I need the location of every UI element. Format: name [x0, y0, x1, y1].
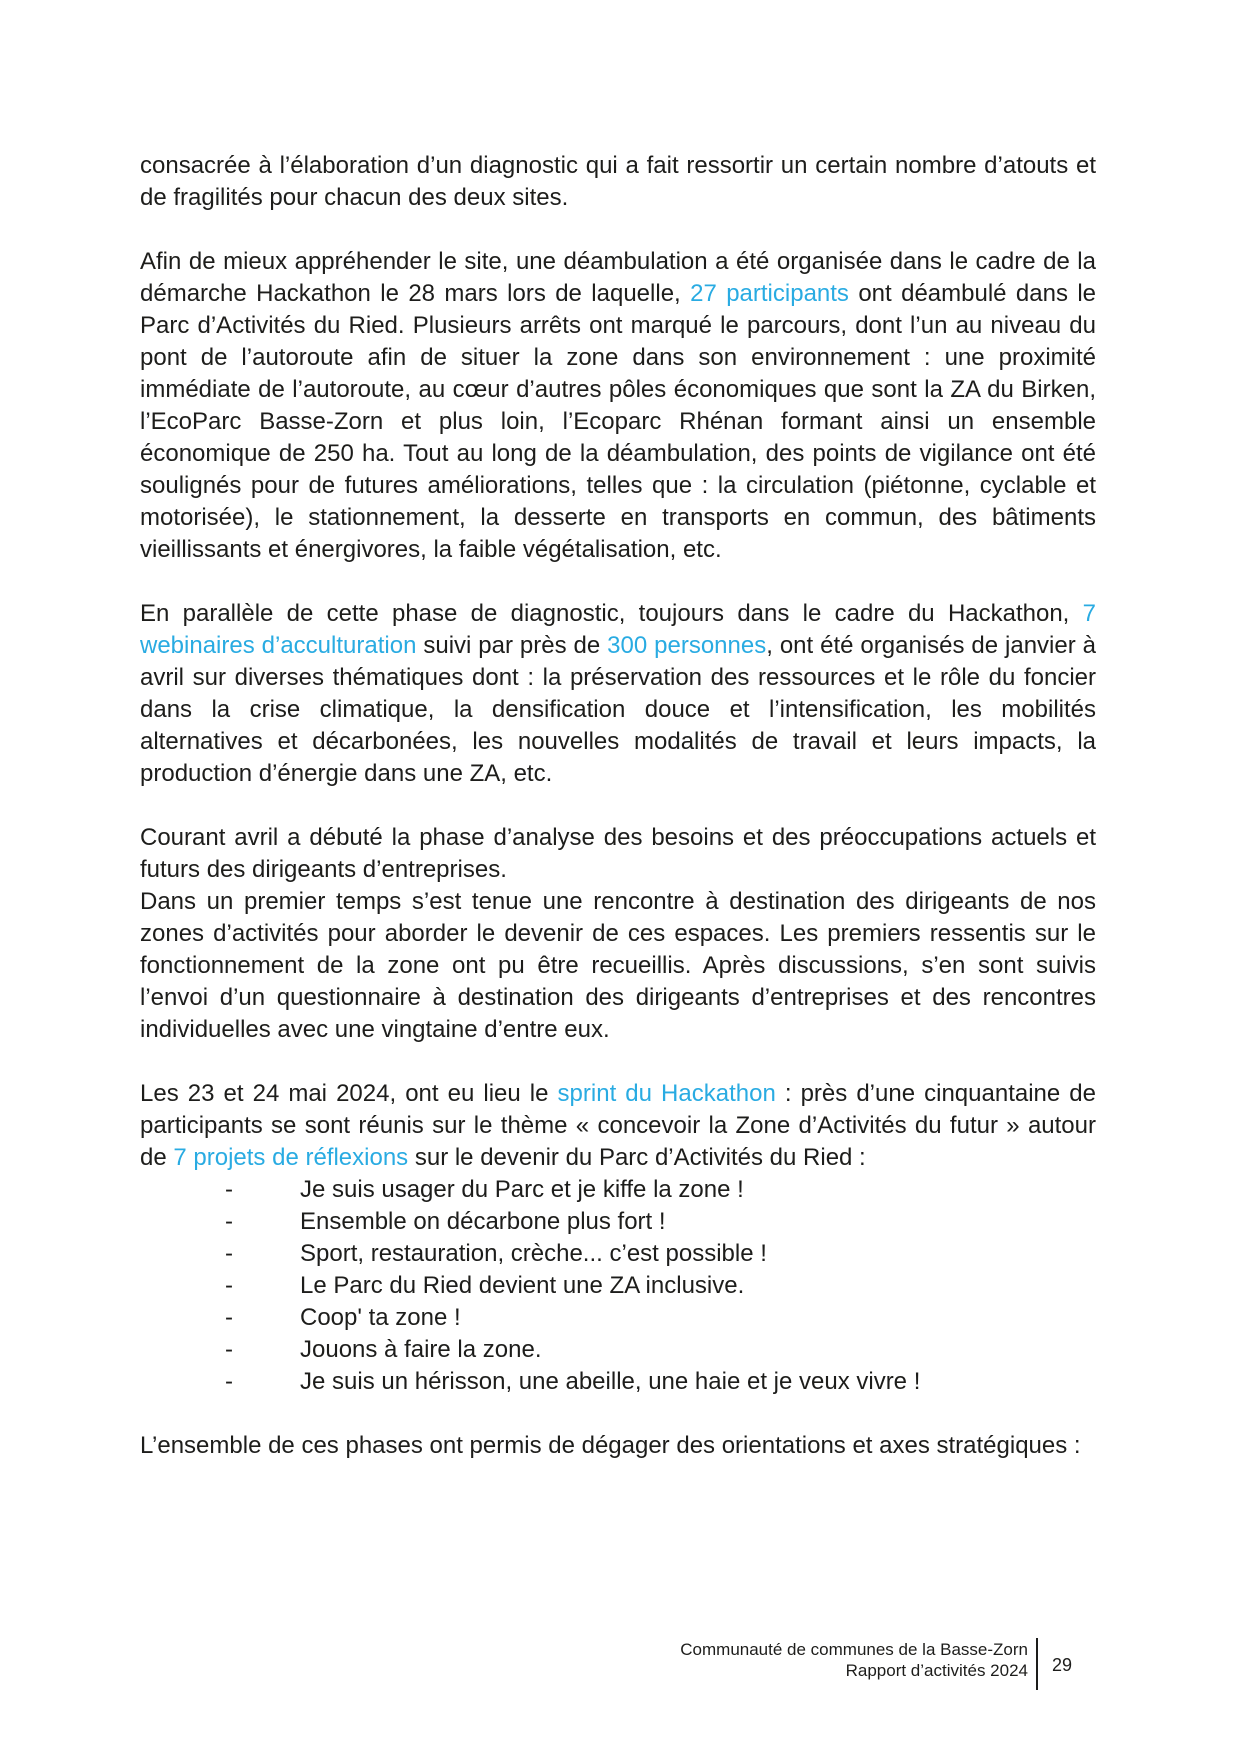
paragraph-analyse-besoins [140, 822, 1096, 886]
body-text: En parallèle de cette phase de diagnostic, toujours dans le cadre du Hackathon, [140, 600, 1083, 627]
bullet-dash: - [225, 1208, 233, 1235]
page-number: 29 [1052, 1655, 1073, 1675]
paragraph-conclusion [140, 1430, 1096, 1462]
bullet-dash: - [225, 1240, 233, 1267]
list-item [140, 1270, 1096, 1302]
footer-organization: Communauté de communes de la Basse-Zorn [680, 1640, 1028, 1659]
body-text: : près d’une cinquantaine de participants se sont réunis sur le thème « concevoir la Zone d’Activités du futur » autour de [140, 1080, 1096, 1171]
highlight-sprint-hackathon: sprint du Hackathon [557, 1080, 776, 1107]
body-text: L’ensemble de ces phases ont permis de dégager des orientations et axes stratégiques : [140, 1432, 1081, 1459]
body-text: Courant avril a débuté la phase d’analyse des besoins et des préoccupations actuels et futurs des dirigeants d’entreprises. [140, 824, 1096, 883]
list-item-text: Jouons à faire la zone. [300, 1336, 542, 1363]
body-text: sur le devenir du Parc d’Activités du Ried : [408, 1144, 866, 1171]
list-item [140, 1302, 1096, 1334]
body-text: Afin de mieux appréhender le site, une déambulation a été organisée dans le cadre de la démarche Hackathon le 28 mars lors de laquelle, [140, 248, 1096, 307]
highlight-300-personnes: 300 personnes [607, 632, 767, 659]
paragraph-deambulation [140, 246, 1096, 566]
body-text: , ont été organisés de janvier à avril sur diverses thématiques dont : la préservation des ressources et le rôle du foncier dans la crise climatique, la densification douce et l’intensification, les mobilités alternatives et décarbonées, les nouvelles modalités de travail et leurs impacts, la production d’énergie dans une ZA, etc. [140, 632, 1096, 787]
list-item-text: Je suis un hérisson, une abeille, une haie et je veux vivre ! [300, 1368, 921, 1395]
footer-report-title: Rapport d’activités 2024 [845, 1661, 1028, 1680]
document-body [140, 0, 1096, 1494]
body-text: consacrée à l’élaboration d’un diagnostic qui a fait ressortir un certain nombre d’atouts et de fragilités pour chacun des deux sites. [140, 152, 1096, 211]
highlight-7-projets: 7 projets de réflexions [173, 1144, 409, 1171]
paragraph-diagnostic-intro [140, 150, 1096, 214]
list-item-text: Sport, restauration, crèche... c’est possible ! [300, 1240, 767, 1267]
list-item-text: Ensemble on décarbone plus fort ! [300, 1208, 666, 1235]
list-item [140, 1334, 1096, 1366]
list-item [140, 1206, 1096, 1238]
paragraph-sprint-hackathon [140, 1078, 1096, 1174]
body-text: Les 23 et 24 mai 2024, ont eu lieu le [140, 1080, 558, 1107]
page-footer [680, 1639, 1028, 1681]
paragraph-rencontre-dirigeants [140, 886, 1096, 1046]
list-item [140, 1174, 1096, 1206]
list-item-text: Coop' ta zone ! [300, 1304, 461, 1331]
highlight-7-webinaires: 7 webinaires d’acculturation [140, 600, 1096, 659]
bullet-dash: - [225, 1368, 233, 1395]
footer-divider [1036, 1638, 1038, 1690]
bullet-dash: - [225, 1176, 233, 1203]
body-text: ont déambulé dans le Parc d’Activités du Ried. Plusieurs arrêts ont marqué le parcours, dont l’un au niveau du pont de l’autoroute afin de situer la zone dans son environnement : une proximité immédiate de l’autoroute, au cœur d’autres pôles économiques que sont la ZA du Birken, l’EcoParc Basse-Zorn et plus loin, l’Ecoparc Rhénan formant ainsi un ensemble économique de 250 ha. Tout au long de la déambulation, des points de vigilance ont été soulignés pour de futures améliorations, telles que : la circulation (piétonne, cyclable et motorisée), le stationnement, la desserte en transports en commun, des bâtiments vieillissants et énergivores, la faible végétalisation, etc. [140, 280, 1097, 563]
list-item [140, 1238, 1096, 1270]
projects-list [140, 1174, 1096, 1398]
list-item [140, 1366, 1096, 1398]
highlight-27-participants: 27 participants [690, 280, 849, 307]
paragraph-webinaires [140, 598, 1096, 790]
list-item-text: Le Parc du Ried devient une ZA inclusive. [300, 1272, 745, 1299]
bullet-dash: - [225, 1336, 233, 1363]
body-text: Dans un premier temps s’est tenue une rencontre à destination des dirigeants de nos zones d’activités pour aborder le devenir de ces espaces. Les premiers ressentis sur le fonctionnement de la zone ont pu être recueillis. Après discussions, s’en sont suivis l’envoi d’un questionnaire à destination des dirigeants d’entreprises et des rencontres individuelles avec une vingtaine d’entre eux. [140, 888, 1096, 1043]
bullet-dash: - [225, 1304, 233, 1331]
bullet-dash: - [225, 1272, 233, 1299]
body-text: suivi par près de [416, 632, 608, 659]
list-item-text: Je suis usager du Parc et je kiffe la zone ! [300, 1176, 744, 1203]
